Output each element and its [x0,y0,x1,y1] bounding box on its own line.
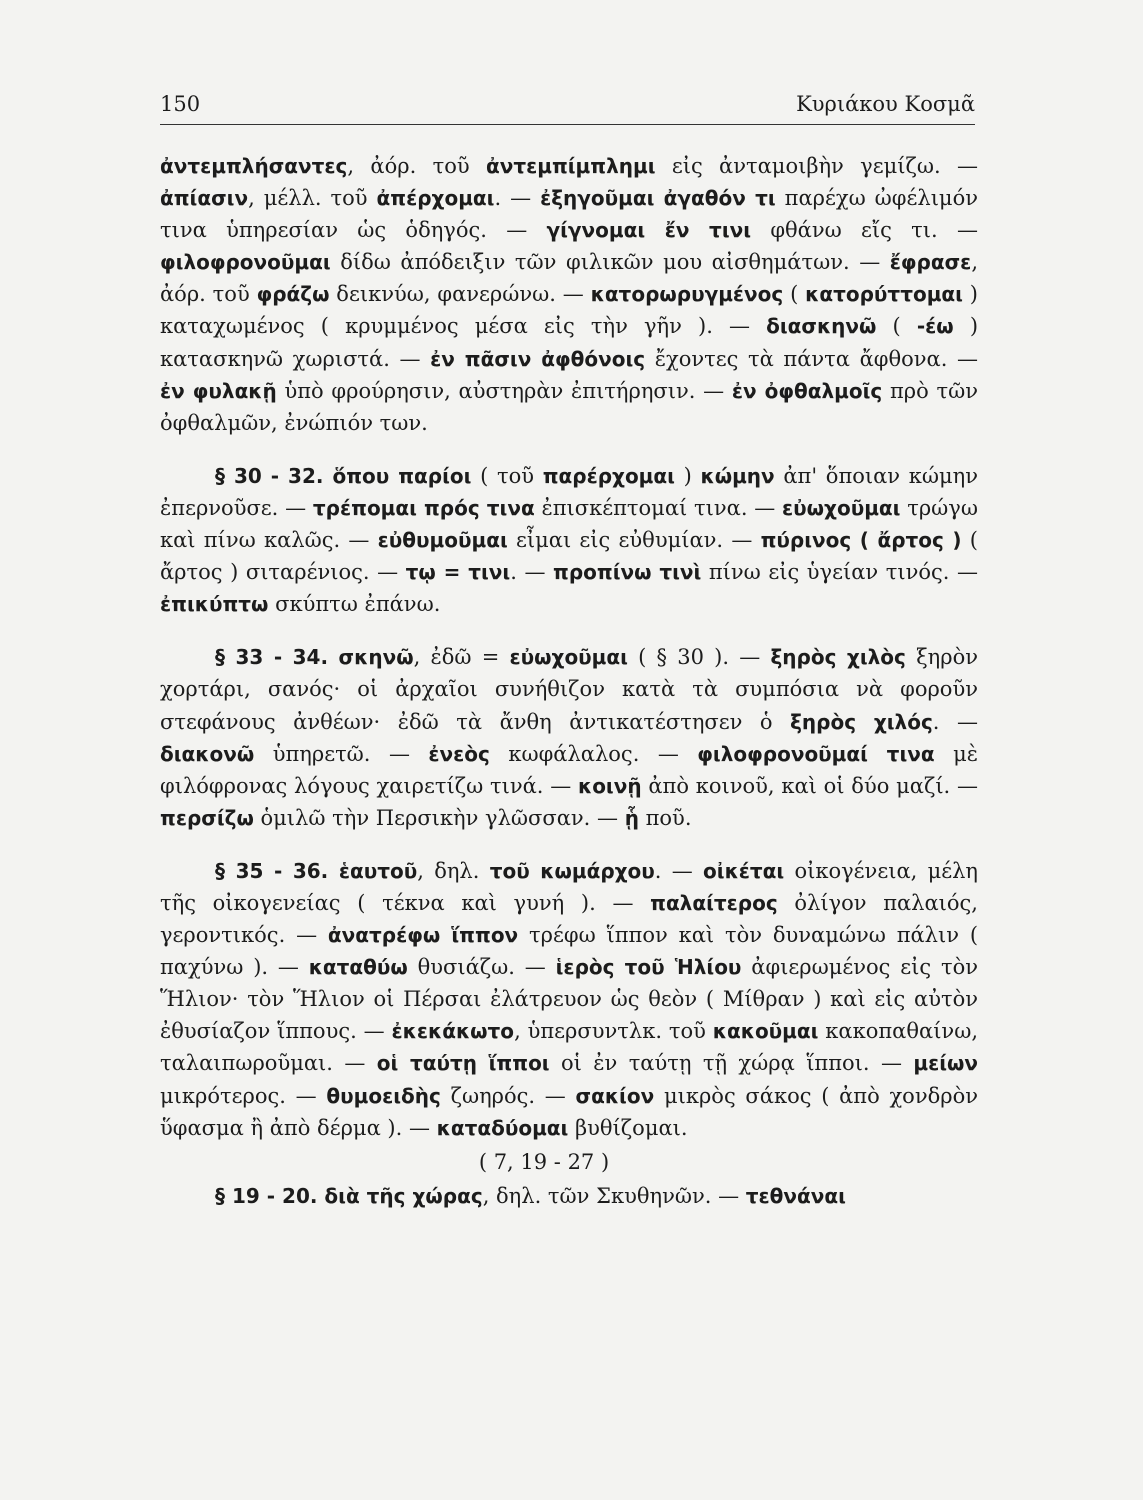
lemma-term: διὰ τῆς χώρας [324,1183,483,1208]
gloss-text: σκύπτω ἐπάνω. [268,592,441,617]
gloss-text: ἀπ' ὅποιαν κώμην ἐπερνοῦσε. — [160,463,978,520]
lemma-term: διακονῶ [160,741,255,766]
lemma-term: παρέρχομαι [542,463,675,488]
lemma-term: ἐν φυλακῇ [160,378,277,403]
lemma-term: κατορύττομαι [805,282,963,307]
lemma-term: φράζω [256,282,330,307]
lemma-term: καταθύω [308,955,408,980]
lemma-term: κακοῦμαι [712,1019,819,1044]
lemma-term: προπίνω τινὶ [553,560,702,585]
paragraph-section-33-34 [160,641,978,834]
lemma-term: ἐν πᾶσιν ἀφθόνοις [430,346,646,371]
gloss-text: , ὑπερσυντλκ. τοῦ [514,1019,713,1044]
lemma-term: ἀπίασιν [160,186,249,211]
paragraph-glossary-1 [160,150,978,439]
commentary-text [160,150,978,1212]
gloss-text: μικρότερος. — [160,1083,327,1108]
lemma-term: οἱ ταύτῃ ἵπποι [376,1051,550,1076]
gloss-text: . — [494,186,541,211]
gloss-text: ὀλίγον παλαιός, γεροντικός. — [160,890,978,948]
lemma-term: κατορωρυγμένος [590,282,784,307]
gloss-text: εἰς ἀνταμοιβὴν γεμίζω. — [655,154,978,178]
gloss-text: δίδω ἀπόδειξιν τῶν φιλικῶν μου αἰσθημάτων. — [330,250,890,275]
gloss-text: τρώγω καὶ πίνω καλῶς. — [160,495,978,553]
lemma-term: ξηρὸς χιλός [790,709,933,734]
gloss-text: , δηλ. τῶν Σκυθηνῶν. — [482,1183,746,1208]
gloss-text: ( [783,282,806,307]
gloss-text: ἀφιερωμένος εἰς τὸν Ἥλιον· τὸν Ἥλιον οἱ Πέρσαι ἐλάτρευον ὡς θεὸν ( Μίθραν ) καὶ εἰς αὐτὸν ἐθυσίαζον ἵππους. — [160,955,978,1044]
gloss-text: ( ἄρτος ) σιταρένιος. — [160,528,978,585]
lemma-term: φιλοφρονοῦμαί τινα [697,741,935,766]
gloss-text: οἰκογένεια, μέλη τῆς οἰκογενείας ( τέκνα καὶ γυνή ). — [160,858,978,915]
lemma-term: εὐωχοῦμαι [782,495,901,520]
lemma-term: ἀνατρέφω ἵππον [327,923,519,948]
gloss-text: ( § 30 ). — [627,645,771,670]
gloss-text: ) κατασκηνῶ χωριστά. — [160,314,979,371]
lemma-term: -έω [916,314,954,339]
lemma-term: ἀπέρχομαι [376,186,495,211]
paragraph-section-30-32 [160,460,978,620]
gloss-text: πίνω εἰς ὑγείαν τινός. — [701,560,978,585]
gloss-text: ) καταχωμένος ( κρυμμένος μέσα εἰς τὴν γῆν ). — [160,282,978,339]
lemma-term: εὐθυμοῦμαι [377,528,508,553]
lemma-term: οἰκέται [703,858,785,883]
gloss-text: ξηρὸν χορτάρι, σανός· οἱ ἀρχαῖοι συνήθιζον κατὰ τὰ συμπόσια νὰ φοροῦν στεφάνους ἀνθέων· ἐδῶ τὰ ἄνθη ἀντικατέστησεν ὁ [160,645,979,734]
lemma-term: ἱερὸς τοῦ Ἡλίου [555,955,742,980]
lemma-term: θυμοειδὴς [326,1083,441,1108]
gloss-text: ὁμιλῶ τὴν Περσικὴν γλῶσσαν. — [253,805,625,830]
page-header [160,88,975,125]
paragraph-section-35-36 [160,855,978,1144]
gloss-text: ) [674,463,701,488]
lemma-term: κοινῇ [577,773,642,798]
lemma-term: κώμην [700,463,775,488]
gloss-text: παρέχω ὠφέλιμόν τινα ὑπηρεσίαν ὡς ὁδηγός. — [160,186,978,243]
gloss-text: . — [654,858,704,883]
lemma-term: ἑαυτοῦ [338,858,418,883]
lemma-term: ὅπου παρίοι [332,463,472,488]
gloss-text: ἀπὸ κοινοῦ, καὶ οἱ δύο μαζί. — [641,773,978,798]
lemma-term: πύρινος ( ἄρτος ) [760,528,962,553]
lemma-term: καταδύομαι [436,1115,569,1140]
lemma-term: σκηνῶ [338,645,414,670]
lemma-term: ἔφρασε [889,250,972,275]
lemma-term: ἐν ὀφθαλμοῖς [731,378,883,403]
gloss-text: , μέλλ. τοῦ [248,186,377,211]
gloss-text: θυσιάζω. — [407,955,556,980]
gloss-text: ( [876,314,917,339]
gloss-text: . — [932,709,978,734]
lemma-term: § 19 - 20. [215,1183,325,1208]
section-marker: ( 7, 19 - 27 ) [478,1149,610,1174]
gloss-text: ἐπισκέπτομαί τινα. — [534,495,783,520]
paragraph-section-19-20 [160,1180,978,1212]
gloss-text: μὲ φιλόφρονας λόγους χαιρετίζω τινά. — [160,741,978,798]
gloss-text: ( τοῦ [471,463,543,488]
lemma-term: ἐνεὸς [428,741,490,766]
gloss-text: . — [510,560,554,585]
page-number: 150 [160,92,201,116]
gloss-text: ἔχοντες τὰ πάντα ἄφθονα. — [645,346,978,371]
gloss-text: κωφάλαλος. — [489,741,698,766]
gloss-text: μικρὸς σάκος ( ἀπὸ χονδρὸν ὕφασμα ἢ ἀπὸ δέρμα ). — [160,1083,978,1140]
lemma-term: ᾗ [624,805,639,830]
lemma-term: ἐκεκάκωτο [391,1019,515,1044]
lemma-term: § 33 - 34. [215,645,339,670]
gloss-text: ὑπηρετῶ. — [254,741,429,766]
gloss-text: οἱ ἐν ταύτῃ τῇ χώρᾳ ἵπποι. — [549,1051,914,1076]
lemma-term: γίγνομαι ἔν τινι [546,218,752,243]
running-title: Κυριάκου Κοσμᾶ [796,92,975,116]
lemma-term: § 35 - 36. [215,858,339,883]
lemma-term: ἀντεμπίμπλημι [485,154,656,178]
gloss-text: δεικνύω, φανερώνω. — [329,282,591,307]
lemma-term: τοῦ κωμάρχου [489,858,655,883]
gloss-text: , ἀόρ. τοῦ [347,154,486,178]
gloss-text: ὑπὸ φρούρησιν, αὐστηρὰν ἐπιτήρησιν. — [276,378,732,403]
gloss-text: τρέφω ἵππον καὶ τὸν δυναμώνω πάλιν ( παχύνω ). — [160,923,979,980]
lemma-term: εὐωχοῦμαι [509,645,628,670]
lemma-term: ξηρὸς χιλὸς [770,645,906,670]
gloss-text: , δηλ. [417,858,490,883]
lemma-term: § 30 - 32. [215,463,333,488]
lemma-term: παλαίτερος [650,890,778,915]
gloss-text: φθάνω εἴς τι. — [751,218,978,243]
gloss-text: ζωηρός. — [440,1083,576,1108]
lemma-term: ἀντεμπλήσαντες [160,154,348,178]
gloss-text: πρὸ τῶν ὀφθαλμῶν, ἐνώπιόν των. [160,378,978,435]
lemma-term: σακίον [575,1083,655,1108]
gloss-text: κακοπαθαίνω, ταλαιπωροῦμαι. — [160,1019,978,1076]
gloss-text: βυθίζομαι. [568,1115,688,1140]
gloss-text: , ἐδῶ = [413,645,510,670]
lemma-term: τρέπομαι πρός τινα [312,495,535,520]
lemma-term: τῳ = τινι [405,560,511,585]
lemma-term: ἐπικύπτω [160,592,269,617]
lemma-term: ἐξηγοῦμαι ἀγαθόν τι [540,186,776,211]
gloss-text: εἶμαι εἰς εὐθυμίαν. — [507,528,761,553]
lemma-term: φιλοφρονοῦμαι [160,250,331,275]
gloss-text: , ἀόρ. τοῦ [160,250,978,307]
lemma-term: περσίζω [160,805,254,830]
gloss-text: ποῦ. [638,805,692,830]
lemma-term: μείων [913,1051,979,1076]
lemma-term: διασκηνῶ [766,314,877,339]
lemma-term: τεθνάναι [745,1183,846,1208]
